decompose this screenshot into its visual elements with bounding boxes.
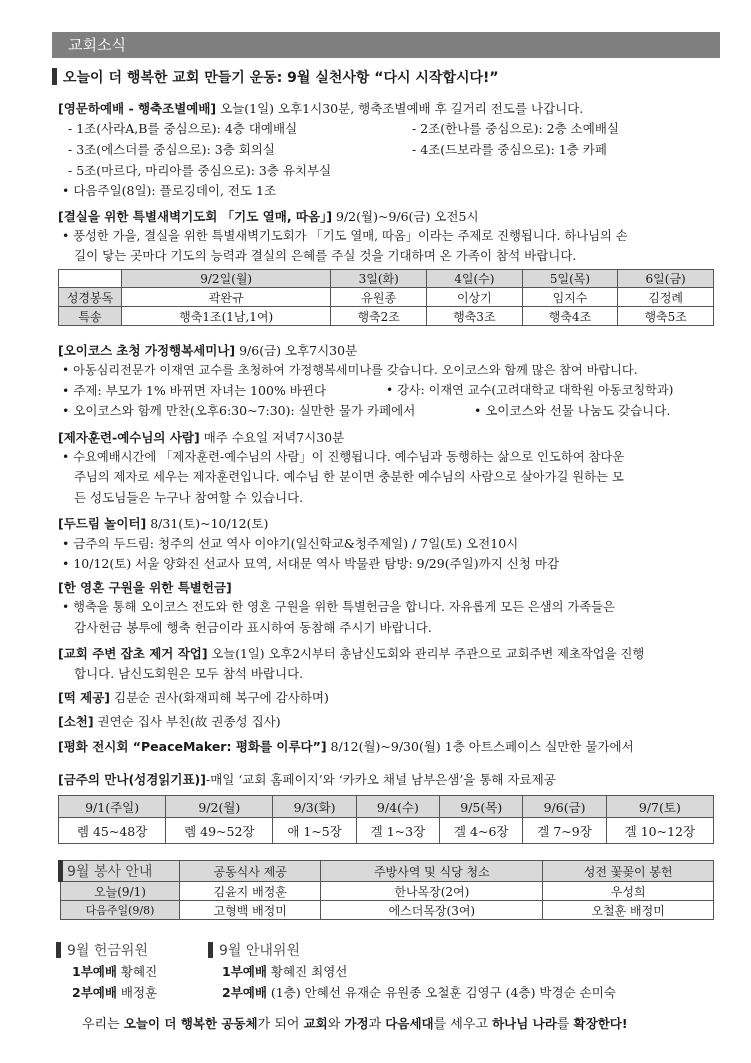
disciple-line3: 든 성도님들은 누구나 참여할 수 있습니다. [74, 490, 304, 505]
dudrim-line2: • 10/12(토) 서울 양화진 선교사 묘역, 서대문 역사 박물관 탐방: 9/29(주일)까지 신청 마감 [62, 556, 560, 571]
dawn-line1: • 풍성한 가을, 결실을 위한 특별새벽기도회가 「기도 열매, 따옴」이라는 주제로 진행됩니다. 하나님의 손 [62, 229, 628, 243]
reading-day: 9/7(토) [606, 796, 713, 818]
reading-chapters: 렘 45~48장 [59, 818, 166, 844]
section-marker [208, 942, 213, 958]
reading-day: 9/4(수) [356, 796, 439, 818]
headline: 오늘이 더 행복한 교회 만들기 운동: 9월 실천사항 “다시 시작합시다!” [52, 68, 499, 88]
disciple-line1: • 수요예배시간에 「제자훈련-예수님의 사람」이 진행됩니다. 예수님과 동행하는 삶으로 인도하여 참다운 [62, 450, 625, 464]
reading-day: 9/3(화) [273, 796, 356, 818]
oikos-speaker: • 강사: 이재연 교수(고려대학교 대학원 아동코칭학과) [386, 383, 674, 397]
row-label: 특송 [59, 307, 122, 326]
item-disciple: [제자훈련-예수님의 사람] 매주 수요일 저녁7시30분 [58, 430, 345, 445]
oikos-dinner: • 오이코스와 함께 만찬(오후6:30~7:30): 실만한 물가 카페에서 [62, 403, 416, 418]
offering-committee-row: 1부예배 황혜진 [72, 964, 158, 979]
weeding-line2: 합니다. 남신도회원은 모두 참석 바랍니다. [74, 666, 304, 681]
dawn-col-header: 9/2일(월) [122, 270, 331, 288]
item-offering: [한 영혼 구원을 위한 특별헌금] [58, 580, 232, 595]
group-3: - 3조(에스더를 중심으로): 3층 회의실 [68, 142, 275, 157]
item-youngmun: [영문하예배 - 행축조별예배] 오늘(1일) 오후1시30분, 행축조별예배 후 길거리 전도를 나갑니다. [58, 101, 584, 116]
dawn-col-header: 5일(목) [522, 270, 618, 288]
service-col-header: 공동식사 제공 [180, 861, 321, 882]
reading-day: 9/5(목) [440, 796, 523, 818]
service-col-header: 성전 꽃꽂이 봉헌 [543, 861, 714, 882]
table-row: 특송 행축1조(1남,1여) 행축2조 행축3조 행축4조 행축5조 [59, 307, 714, 326]
headline-marker [52, 68, 57, 85]
group-1: - 1조(사라A,B를 중심으로): 4층 대예배실 [68, 121, 298, 136]
reading-day: 9/6(금) [523, 796, 606, 818]
item-funeral: [소천] 권연순 집사 부친(故 권종성 집사) [58, 714, 281, 729]
table-row: 오늘(9/1) 김윤지 배정훈 한나목장(2여) 우성희 [61, 882, 714, 901]
oikos-topic: • 주제: 부모가 1% 바뀌면 자녀는 100% 바뀐다 [62, 383, 327, 398]
reading-chapters: 렘 49~52장 [166, 818, 273, 844]
oikos-gift: • 오이코스와 선물 나눔도 갖습니다. [474, 403, 671, 418]
table-row: 다음주일(9/8) 고형백 배정미 에스더목장(3여) 오철훈 배정미 [61, 901, 714, 920]
group-5: - 5조(마르다, 마리아를 중심으로): 3층 유치부실 [68, 163, 332, 178]
dawn-line2: 길이 닿는 곳마다 기도의 능력과 결실의 은혜를 주실 것을 기대하며 온 가족이 참석 바랍니다. [74, 248, 577, 263]
usher-committee-row: 2부예배 (1층) 안혜선 유재순 유원종 오철훈 김영구 (4층) 박경순 손미숙 [222, 985, 616, 1000]
service-col-header: 주방사역 및 식당 청소 [321, 861, 543, 882]
offering-committee-title: 9월 헌금위원 [56, 940, 148, 960]
service-table [58, 860, 714, 920]
item-dudrim: [두드림 놀이터] 8/31(토)~10/12(토) [58, 516, 269, 531]
section-title: 교회소식 [52, 32, 720, 58]
table-row: 성경봉독 곽완규 유원종 이상기 임지수 김정례 [59, 288, 714, 307]
item-bible: [금주의 만나(성경읽기표)]-매일 ‘교회 홈페이지’와 ‘카카오 채널 남부은샘’을 통해 자료제공 [58, 772, 556, 787]
row-label: 다음주일(9/8) [61, 901, 180, 920]
oikos-line1: • 아동심리전문가 이재연 교수를 초청하여 가정행복세미나를 갖습니다. 오이코스와 함께 많은 참여 바랍니다. [62, 363, 638, 377]
item-tag: [영문하예배 - 행축조별예배] [58, 101, 217, 116]
reading-day: 9/2(월) [166, 796, 273, 818]
item-weeding: [교회 주변 잡초 제거 작업] 오늘(1일) 오후2시부터 총남신도회와 관리부 주관으로 교회주변 제초작업을 진행 [58, 646, 645, 661]
item-dawn: [결실을 위한 특별새벽기도회 「기도 열매, 따옴」] 9/2(월)~9/6(금) 오전5시 [58, 209, 479, 224]
service-title: 9월 봉사 안내 [61, 861, 180, 882]
row-label: 오늘(9/1) [61, 882, 180, 901]
group-4: - 4조(드보라를 중심으로): 1층 카페 [412, 142, 607, 157]
usher-committee-title: 9월 안내위원 [208, 940, 300, 960]
next-sunday: • 다음주일(8일): 플로깅데이, 전도 1조 [62, 183, 277, 198]
item-exhibit: [평화 전시회 “PeaceMaker: 평화를 이루다”] 8/12(월)~9/30(월) 1층 아트스페이스 실만한 물가에서 [58, 739, 634, 754]
reading-day: 9/1(주일) [59, 796, 166, 818]
item-rice: [떡 제공] 김분순 권사(화재피해 복구에 감사하며) [58, 690, 329, 705]
reading-chapters: 겔 10~12장 [606, 818, 713, 844]
bible-reading-table [58, 795, 714, 844]
reading-chapters: 겔 4~6장 [440, 818, 523, 844]
reading-chapters: 겔 7~9장 [523, 818, 606, 844]
reading-chapters: 겔 1~3장 [356, 818, 439, 844]
offering-line1: • 행축을 통해 오이코스 전도와 한 영혼 구원을 위한 특별헌금을 합니다. 자유롭게 모든 은샘의 가족들은 [62, 600, 615, 614]
row-label: 성경봉독 [59, 288, 122, 307]
section-marker [56, 942, 61, 958]
offering-committee-row: 2부예배 배정훈 [72, 985, 158, 1000]
offering-line2: 감사헌금 봉투에 행축 헌금이라 표시하여 동참해 주시기 바랍니다. [74, 620, 432, 635]
table-row [59, 818, 714, 844]
reading-chapters: 애 1~5장 [273, 818, 356, 844]
usher-committee-row: 1부예배 황혜진 최영선 [222, 964, 348, 979]
dawn-col-header: 3일(화) [331, 270, 427, 288]
group-2: - 2조(한나를 중심으로): 2층 소예배실 [412, 121, 619, 136]
dawn-col-header: 4일(수) [427, 270, 523, 288]
church-motto: 우리는 오늘이 더 행복한 공동체가 되어 교회와 가정과 다음세대를 세우고 하나님 나라를 확장한다! [82, 1016, 628, 1032]
dawn-table [58, 269, 714, 326]
item-oikos: [오이코스 초청 가정행복세미나] 9/6(금) 오후7시30분 [58, 343, 358, 358]
disciple-line2: 주님의 제자로 세우는 제자훈련입니다. 예수님 한 분이면 충분한 예수님의 사람으로 살아가길 원하는 모 [74, 470, 624, 484]
dawn-col-header: 6일(금) [618, 270, 714, 288]
dudrim-line1: • 금주의 두드림: 청주의 선교 역사 이야기(일신학교&청주제일) / 7일(토) 오전10시 [62, 536, 519, 551]
